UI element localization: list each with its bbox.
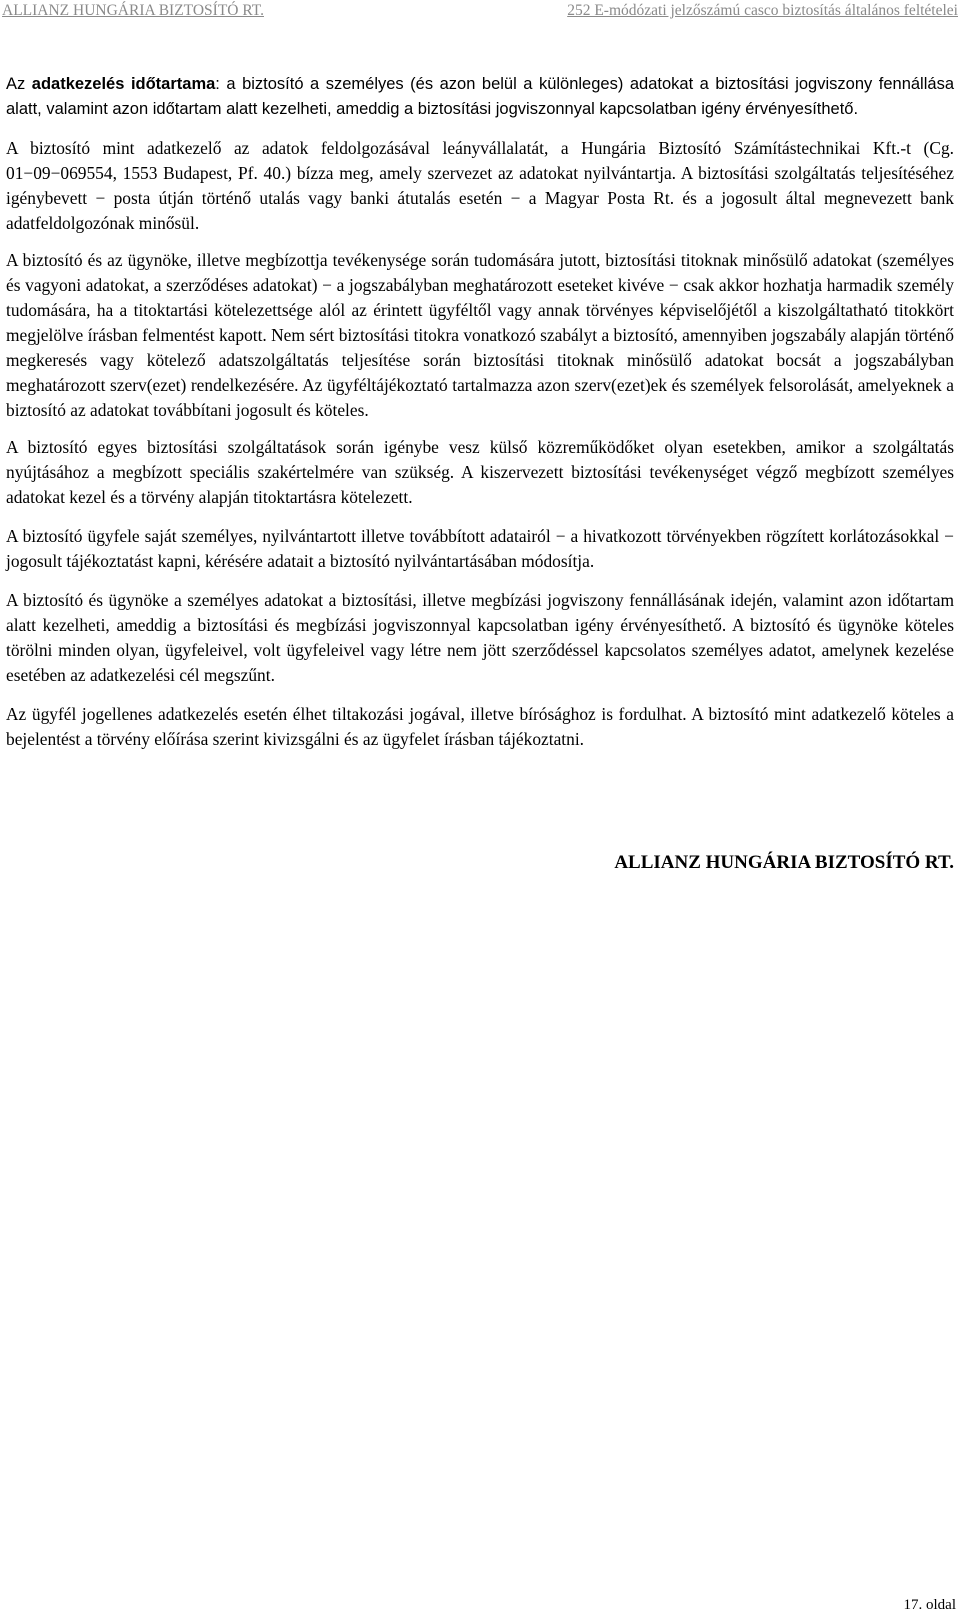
paragraph-objection-rights: Az ügyfél jogellenes adatkezelés esetén élhet tiltakozási jogával, illetve bírósághoz is fordulhat. A biztosító mint adatkezelő köteles a bejelentést a törvény előírása szerint kivizsgálni és az ügyfelet írásban tájékoztatni. bbox=[6, 704, 954, 749]
p1-bold-term-2: időtartama bbox=[130, 75, 216, 93]
paragraph-insurance-secrecy: A biztosító és az ügynöke, illetve megbízottja tevékenysége során tudomására jutott, biztosítási titoknak minősülő adatokat (személyes és vagyoni adatokat, a szerződéses adatokat) − a jogszabályban meghatározott eseteket kivéve − csak akkor hozhatja harmadik személy tudomására, ha a titoktartási kötelezettsége alól az érintett ügyféltől vagy annak törvényes képviselőjétől a kiszolgáltatható titokkört megjelölve írásban felmentést kapott. Nem sért biztosítási titokra vonatkozó szabályt a biztosító, amennyiben jogszabály alapján történő megkeresés vagy kötelező adatszolgáltatás teljesítése során biztosítási titoknak minősülő adatokat bocsát a jogszabályban meghatározott szerv(ezet) rendelkezésére. Az ügyféltájékoztató tartalmazza azon szerv(ezet)ek és személyek felsorolását, amelyeknek a biztosító az adatokat továbbítani jogosult és köteles. bbox=[6, 250, 954, 420]
header-company-name: ALLIANZ HUNGÁRIA BIZTOSÍTÓ RT. bbox=[2, 2, 264, 19]
page-number: 17. oldal bbox=[903, 1597, 956, 1613]
header-document-title: 252 E-módózati jelzőszámú casco biztosítás általános feltételei bbox=[567, 2, 958, 19]
paragraph-agent-data-handling: A biztosító és ügynöke a személyes adatokat a biztosítási, illetve megbízási jogviszony fennállásának idején, valamint azon időtartam alatt kezelheti, ameddig a biztosítási és megbízási jogviszonnyal kapcsolatban igény érvényesíthető. A biztosító és ügynöke köteles törölni minden olyan, ügyfeleivel, volt ügyfeleivel vagy létre nem jött szerződéssel kapcsolatos személyes adatot, amelynek kezelése esetében az adatkezelési cél megszűnt. bbox=[6, 590, 954, 685]
page-header bbox=[0, 0, 960, 22]
p1-bold-term-1: adatkezelés bbox=[31, 75, 125, 93]
company-signature: ALLIANZ HUNGÁRIA BIZTOSÍTÓ RT. bbox=[614, 852, 954, 873]
paragraph-data-processor: A biztosító mint adatkezelő az adatok feldolgozásával leányvállalatát, a Hungária Biztosító Számítástechnikai Kft.-t (Cg. 01−09−069554, 1553 Budapest, Pf. 40.) bízza meg, amely szervezet az adatokat nyilvántartja. A biztosítási szolgáltatás teljesítéséhez igénybevett − posta útján történő utalás vagy banki átutalás esetén − a Magyar Posta Rt. és a jogosult által megnevezett bank adatfeldolgozónak minősül. bbox=[6, 138, 954, 233]
paragraph-data-retention bbox=[6, 72, 954, 122]
paragraph-external-contractors: A biztosító egyes biztosítási szolgáltatások során igénybe vesz külső közreműködőket olyan esetekben, amikor a szolgáltatás nyújtásához a megbízott speciális szakértelmére van szükség. A kiszervezett biztosítási tevékenységet végző megbízott személyes adatokat kezel és a törvény alapján titoktartásra kötelezett. bbox=[6, 437, 954, 507]
document-body bbox=[6, 72, 954, 752]
p1-rest: : a biztosító a személyes (és azon belül a különleges) adatokat a biztosítási jogviszony fennállása alatt, valamint azon időtartam alatt kezelheti, ameddig a biztosítási jogviszonnyal kapcsolatban igény érvényesíthető. bbox=[6, 75, 954, 118]
p1-lead: Az bbox=[6, 75, 32, 93]
paragraph-client-information-rights: A biztosító ügyfele saját személyes, nyilvántartott illetve továbbított adatairól − a hivatkozott törvényekben rögzített korlátozásokkal − jogosult tájékoztatást kapni, kérésére adatait a biztosító nyilvántartásában módosítja. bbox=[6, 526, 954, 571]
